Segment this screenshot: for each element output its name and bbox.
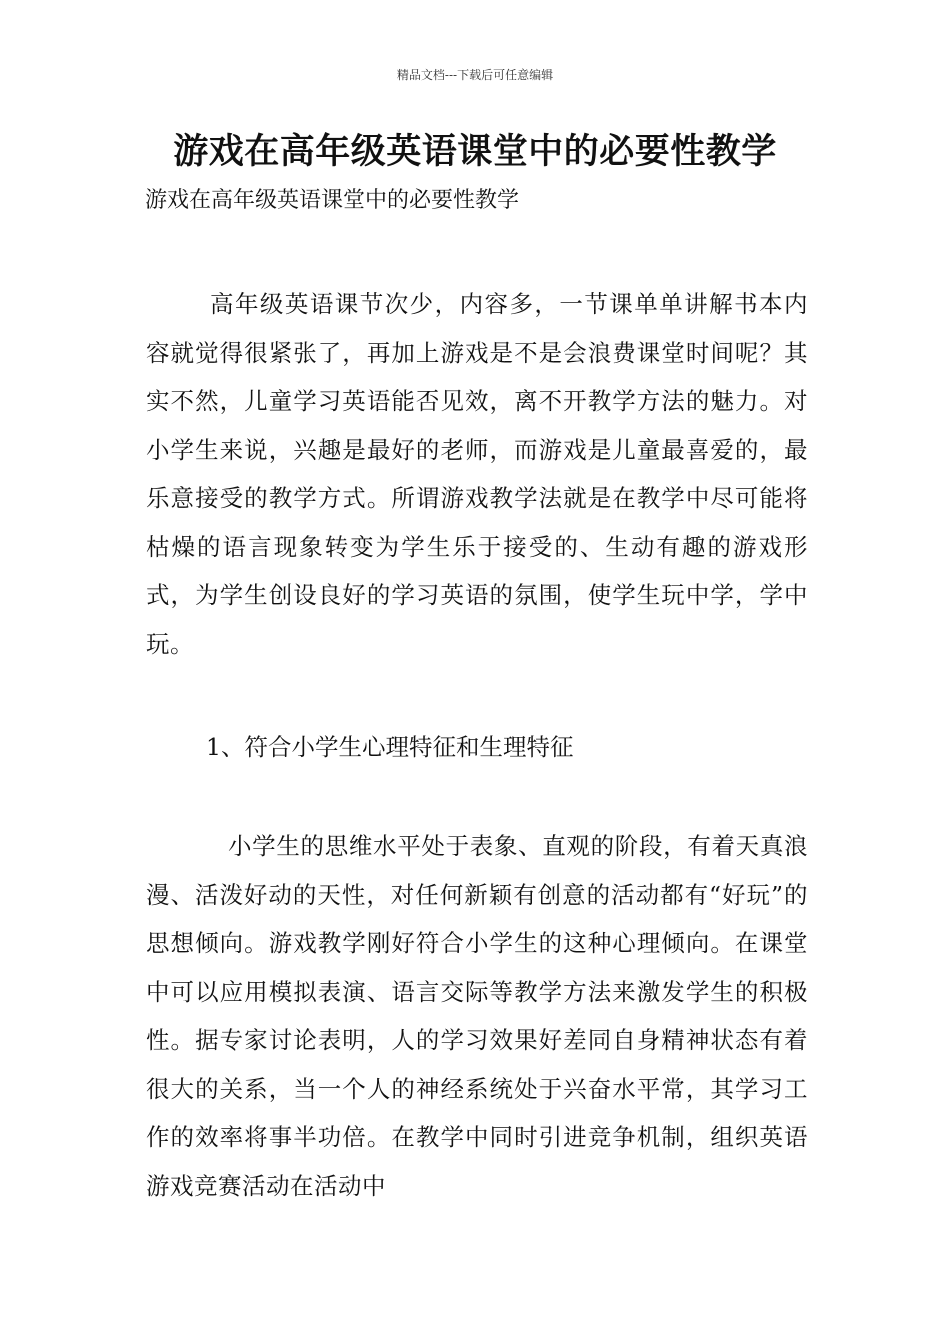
paragraph-section-1: 小学生的思维水平处于表象、直观的阶段，有着天真浪漫、活泼好动的天性，对任何新颖有创意的活动都有“好玩”的思想倾向。游戏教学刚好符合小学生的这种心理倾向。在课堂中可以应用模拟表演、语言交际等教学方法来激发学生的积极性。据专家讨论表明，人的学习效果好差同自身精神状态有着很大的关系，当一个人的神经系统处于兴奋水平常，其学习工作的效率将事半功倍。在教学中同时引进竞争机制，组织英语游戏竞赛活动在活动中 <box>146 832 808 1200</box>
document-subtitle: 游戏在高年级英语课堂中的必要性教学 <box>145 188 520 213</box>
page-header-watermark: 精品文档---下载后可任意编辑 <box>396 68 554 82</box>
paragraph-intro: 高年级英语课节次少，内容多，一节课单单讲解书本内容就觉得很紧张了，再加上游戏是不是会浪费课堂时间呢？其实不然，儿童学习英语能否见效，离不开教学方法的魅力。对小学生来说，兴趣是最好的老师，而游戏是儿童最喜爱的，最乐意接受的教学方式。所谓游戏教学法就是在教学中尽可能将枯燥的语言现象转变为学生乐于接受的、生动有趣的游戏形式，为学生创设良好的学习英语的氛围，使学生玩中学，学中玩。 <box>146 290 808 658</box>
document-title: 游戏在高年级英语课堂中的必要性教学 <box>173 131 777 172</box>
section-heading-1: 1、符合小学生心理特征和生理特征 <box>206 733 574 761</box>
